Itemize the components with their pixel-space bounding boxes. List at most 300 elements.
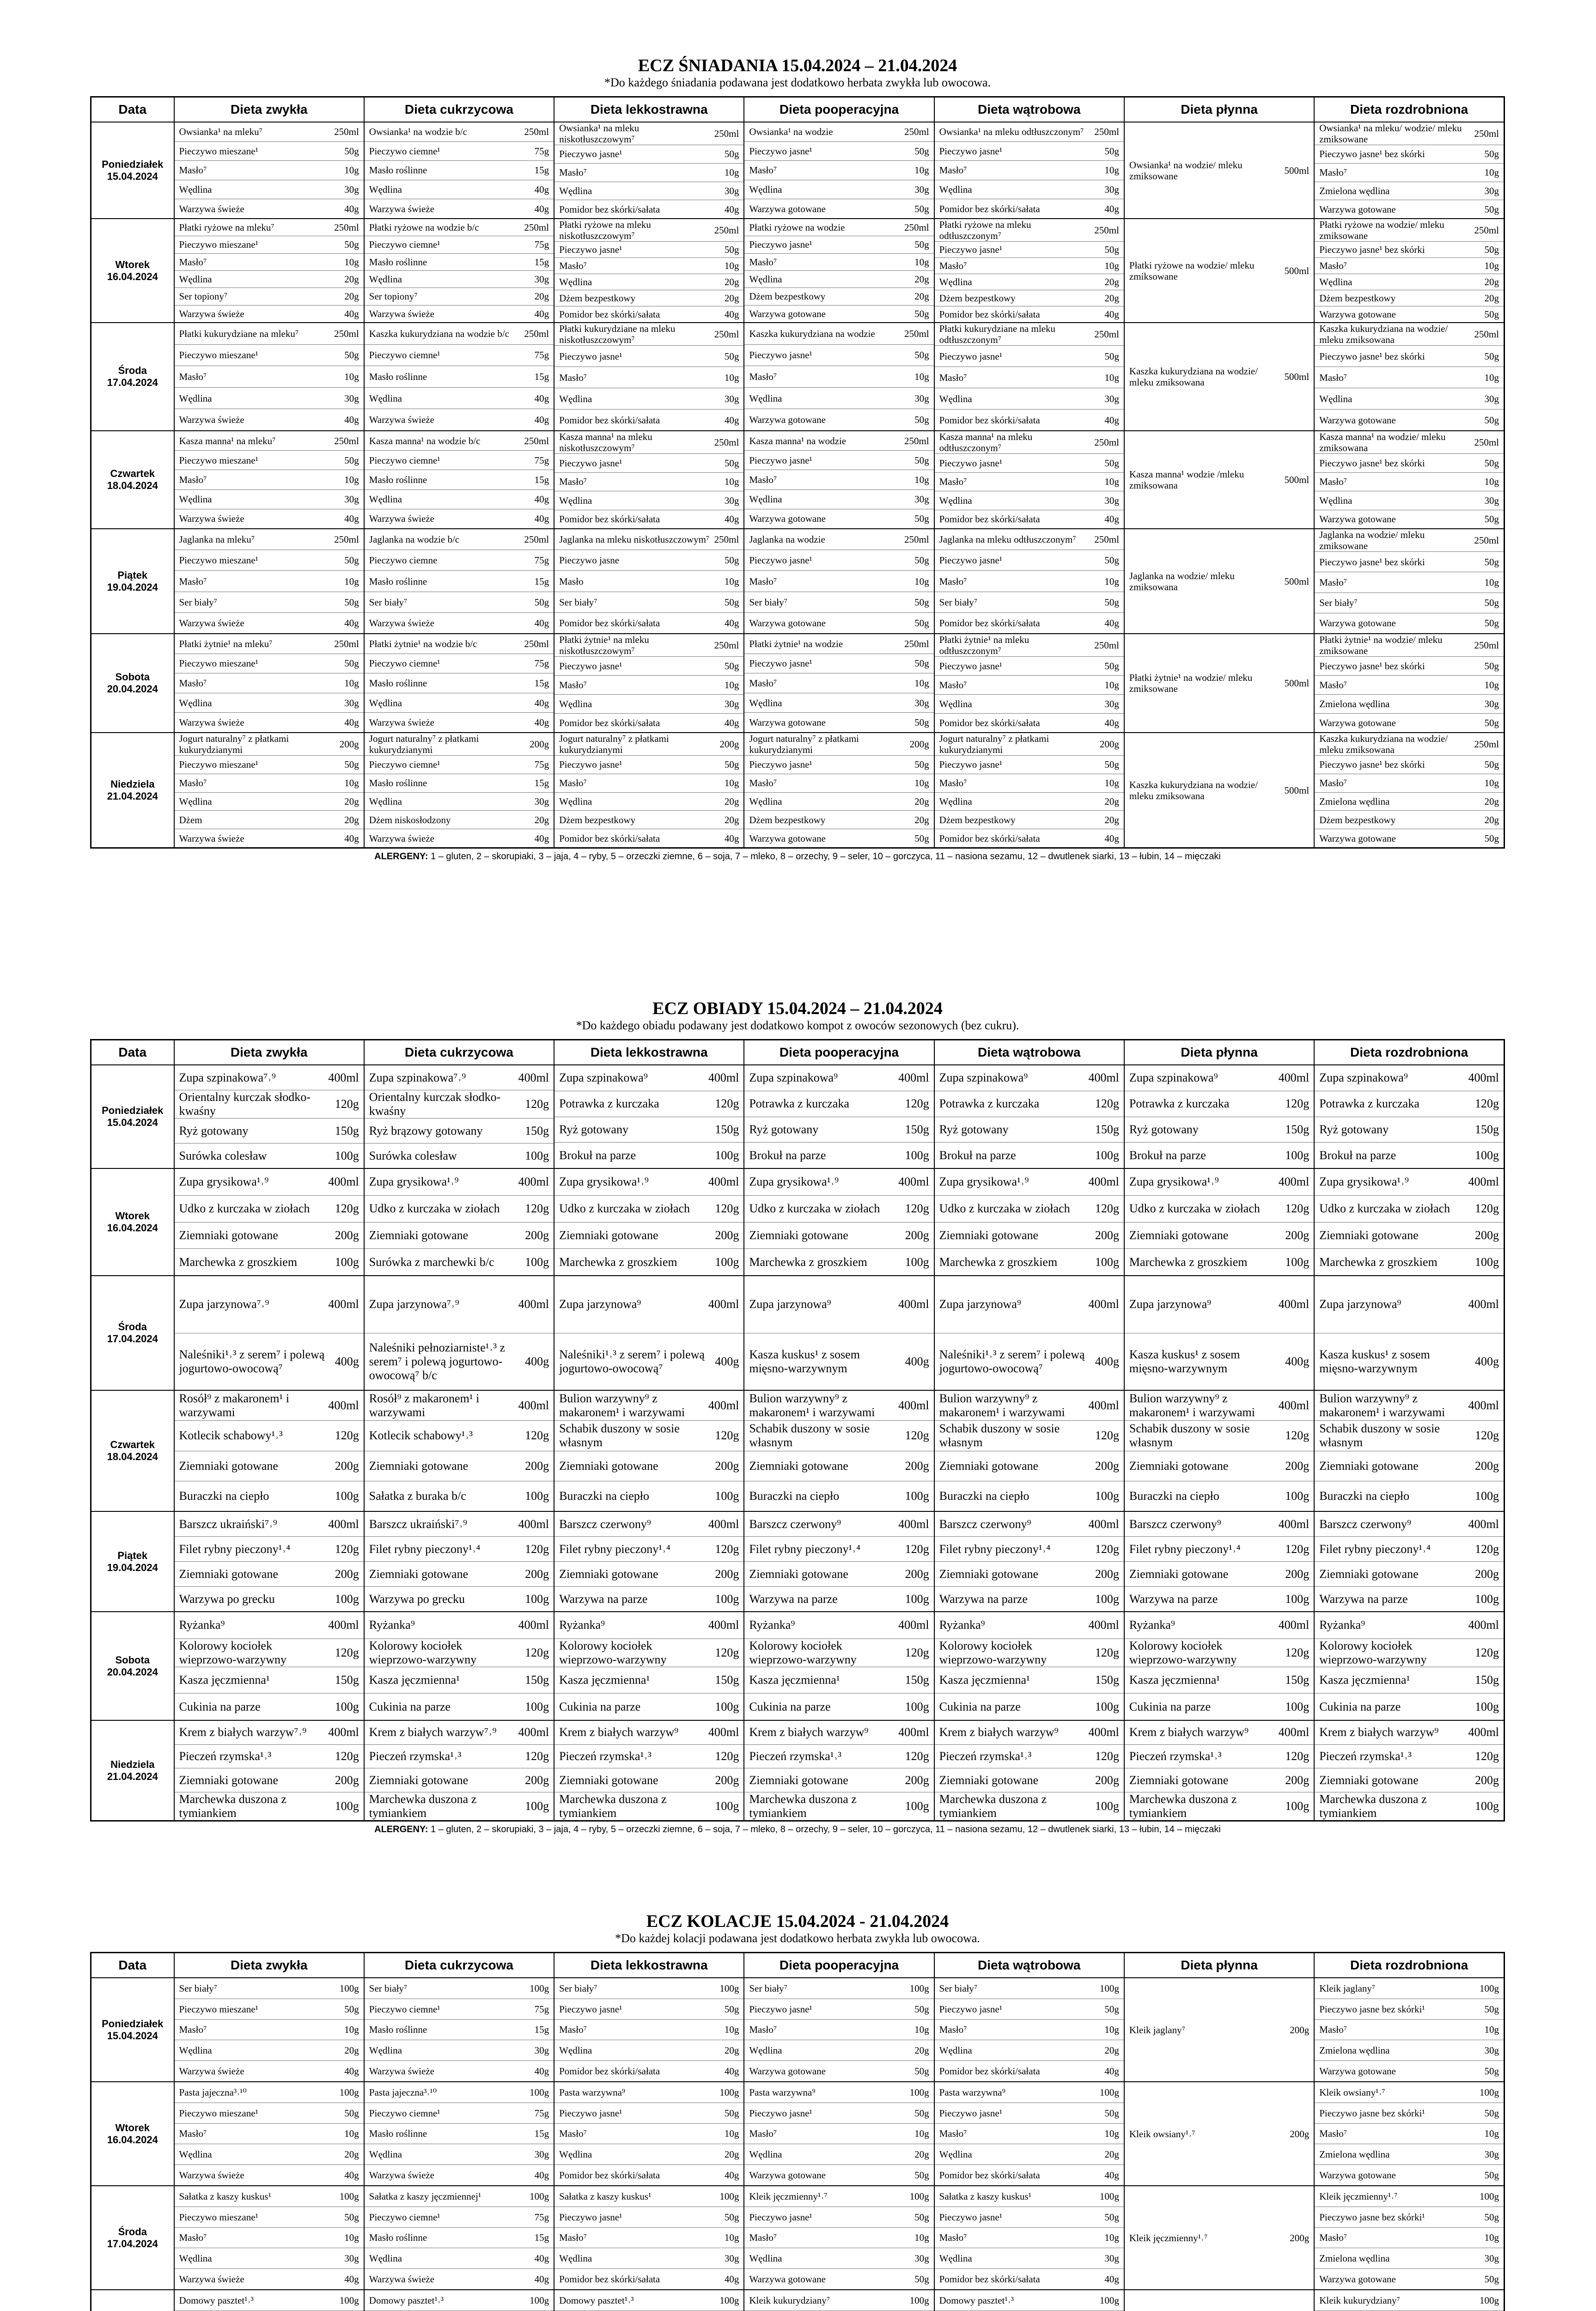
portion-size: 120g — [715, 1542, 739, 1556]
menu-item — [1125, 431, 1314, 528]
portion-size: 50g — [1484, 2003, 1499, 2015]
menu-item — [744, 1333, 933, 1390]
dish-name: Masło⁷ — [939, 679, 967, 691]
portion-size: 400ml — [708, 1175, 739, 1189]
portion-size: 400ml — [898, 1725, 929, 1739]
dish-name: Pieczywo jasne¹ — [559, 2211, 622, 2223]
portion-size: 400g — [905, 1354, 929, 1368]
portion-size: 40g — [344, 308, 359, 319]
menu-cell — [364, 219, 554, 323]
portion-size: 250ml — [1474, 739, 1499, 750]
menu-item — [175, 2290, 364, 2311]
day-date: 15.04.2024 — [107, 2030, 158, 2042]
portion-size: 100g — [335, 1799, 359, 1813]
portion-size: 10g — [724, 777, 739, 789]
portion-size: 40g — [534, 513, 549, 525]
menu-item — [744, 1694, 933, 1720]
dish-name: Masło⁷ — [1319, 372, 1347, 383]
menu-item — [935, 1276, 1124, 1333]
dish-name: Zupa jarzynowa⁹ — [939, 1297, 1021, 1311]
portion-size: 50g — [724, 596, 739, 608]
dish-name: Zupa jarzynowa⁹ — [749, 1297, 831, 1311]
dish-name: Masło⁷ — [1319, 679, 1347, 691]
dish-name: Warzywa gotowane — [1319, 2274, 1396, 2285]
portion-size: 200g — [530, 739, 549, 750]
dish-name: Warzywa gotowane — [1319, 717, 1396, 728]
menu-item — [744, 793, 933, 811]
portion-size: 50g — [344, 759, 359, 770]
menu-item — [554, 122, 743, 145]
menu-item — [935, 491, 1124, 510]
date-cell — [91, 2290, 174, 2311]
menu-item — [744, 409, 933, 430]
menu-item — [1125, 1587, 1314, 1611]
portion-size: 20g — [724, 795, 739, 807]
column-header: Dieta cukrzycowa — [364, 97, 554, 122]
dish-name: Warzywa gotowane — [1319, 2170, 1396, 2181]
portion-size: 100g — [909, 2086, 929, 2098]
menu-cell — [934, 1511, 1124, 1612]
menu-item — [554, 1391, 743, 1421]
portion-size: 400ml — [708, 1399, 739, 1412]
dish-name: Zupa szpinakowa⁹ — [1319, 1071, 1408, 1085]
dish-name: Surówka colesław — [369, 1149, 457, 1162]
portion-size: 50g — [344, 239, 359, 251]
portion-size: 200g — [1095, 1228, 1119, 1242]
dish-name: Udko z kurczaka w ziołach — [179, 1202, 310, 1216]
menu-item — [554, 2269, 743, 2289]
dish-name: Ziemniaki gotowane — [179, 1773, 278, 1787]
portion-size: 75g — [534, 2107, 549, 2119]
menu-item — [744, 366, 933, 388]
menu-item — [175, 180, 364, 200]
dish-name: Krem z białych warzyw⁹ — [1129, 1725, 1249, 1739]
menu-item — [365, 2248, 554, 2269]
portion-size: 15g — [534, 256, 549, 268]
menu-cell — [554, 1720, 744, 1821]
menu-cell — [1124, 431, 1314, 529]
menu-item — [935, 242, 1124, 258]
dish-name: Ryż gotowany — [179, 1124, 249, 1137]
menu-item — [365, 490, 554, 509]
dish-name: Pomidor bez skórki/sałata — [559, 203, 660, 215]
portion-size: 50g — [1484, 759, 1499, 770]
dish-name: Cukinia na parze — [1129, 1700, 1211, 1713]
dish-name: Płatki ryżowe na mleku⁷ — [179, 222, 274, 233]
portion-size: 400ml — [1088, 1725, 1119, 1739]
dish-name: Zmielona wędlina — [1319, 795, 1390, 807]
dish-name: Pieczywo jasne¹ — [749, 658, 812, 669]
portion-size: 250ml — [1094, 329, 1119, 340]
menu-item — [744, 1562, 933, 1587]
menu-item — [1125, 1143, 1314, 1168]
dish-name: Owsianka¹ na mleku odtłuszczonym⁷ — [939, 126, 1084, 138]
menu-cell — [174, 2290, 364, 2311]
dish-name: Zmielona wędlina — [1319, 2149, 1390, 2160]
table-row — [91, 431, 1505, 529]
portion-size: 500ml — [1284, 265, 1310, 276]
dish-name: Warzywa na parze — [749, 1592, 838, 1606]
menu-cell — [1314, 1276, 1504, 1390]
menu-cell — [744, 1168, 934, 1276]
menu-item — [1125, 2186, 1314, 2289]
menu-item — [744, 2186, 933, 2207]
menu-cell — [364, 634, 554, 733]
portion-size: 120g — [1285, 1542, 1310, 1556]
dish-name: Ziemniaki gotowane — [1129, 1773, 1229, 1787]
dish-name: Ser biały⁷ — [939, 1982, 978, 1994]
menu-item — [744, 1143, 933, 1168]
menu-item — [1315, 274, 1504, 290]
menu-item — [744, 1065, 933, 1091]
dish-name: Buraczki na ciepło — [1129, 1489, 1219, 1503]
day-date: 20.04.2024 — [107, 1666, 158, 1678]
portion-size: 50g — [914, 658, 929, 669]
portion-size: 50g — [344, 596, 359, 608]
dish-name: Potrawka z kurczaka — [559, 1097, 659, 1111]
portion-size: 200g — [335, 1567, 359, 1581]
dish-name: Płatki ryżowe na wodzie b/c — [369, 222, 479, 233]
portion-size: 200g — [525, 1228, 549, 1242]
menu-cell — [554, 431, 744, 529]
menu-item — [175, 366, 364, 388]
date-cell — [91, 219, 174, 323]
portion-size: 400ml — [708, 1071, 739, 1085]
menu-item — [935, 811, 1124, 829]
menu-item — [744, 345, 933, 367]
dish-name: Kasza jęczmienna¹ — [749, 1673, 840, 1687]
menu-cell — [554, 2290, 744, 2311]
menu-cell — [1314, 2082, 1504, 2186]
portion-size: 120g — [1285, 1097, 1310, 1111]
portion-size: 400ml — [328, 1175, 359, 1189]
menu-item — [1315, 1694, 1504, 1720]
menu-item — [554, 388, 743, 410]
dish-name: Masło⁷ — [1319, 2232, 1347, 2244]
dish-name: Ziemniaki gotowane — [1319, 1567, 1419, 1581]
menu-item — [935, 1667, 1124, 1694]
menu-item — [554, 1091, 743, 1117]
portion-size: 120g — [905, 1202, 929, 1216]
dish-name: Warzywa gotowane — [749, 513, 826, 525]
menu-cell — [364, 1978, 554, 2082]
menu-item — [935, 1421, 1124, 1451]
portion-size: 400ml — [1088, 1175, 1119, 1189]
day-date: 21.04.2024 — [107, 1770, 158, 1782]
menu-item — [1315, 200, 1504, 218]
portion-size: 400ml — [328, 1399, 359, 1412]
menu-item — [554, 1792, 743, 1820]
dish-name: Ziemniaki gotowane — [1129, 1459, 1229, 1473]
menu-item — [1125, 634, 1314, 732]
menu-item — [554, 1562, 743, 1587]
dish-name: Orientalny kurczak słodko-kwaśny — [369, 1090, 501, 1118]
portion-size: 250ml — [714, 640, 739, 651]
dish-name: Płatki ryżowe na mleku niskotłuszczowym⁷ — [559, 219, 651, 241]
portion-size: 100g — [525, 1700, 549, 1713]
column-header: Data — [91, 97, 174, 122]
menu-item — [1315, 676, 1504, 695]
dish-name: Wędlina — [369, 494, 402, 505]
portion-size: 30g — [724, 2253, 739, 2264]
menu-item — [175, 142, 364, 161]
portion-size: 10g — [344, 371, 359, 382]
menu-item — [1315, 1091, 1504, 1117]
menu-cell — [744, 1390, 934, 1511]
dish-name: Pieczywo jasne¹ — [939, 660, 1002, 672]
dish-name: Pieczywo jasne¹ — [559, 2003, 622, 2015]
portion-size: 120g — [525, 1749, 549, 1763]
dish-name: Ziemniaki gotowane — [749, 1459, 848, 1473]
table-row — [91, 219, 1505, 323]
portion-size: 20g — [914, 2045, 929, 2056]
portion-size: 50g — [724, 2003, 739, 2015]
portion-size: 10g — [1104, 679, 1119, 691]
menu-item — [554, 592, 743, 613]
menu-item — [554, 1768, 743, 1792]
portion-size: 10g — [1104, 777, 1119, 789]
menu-item — [744, 1978, 933, 1999]
menu-item — [935, 199, 1124, 218]
dish-name: Wędlina — [559, 2045, 592, 2056]
dish-name: Masło⁷ — [939, 476, 967, 488]
portion-size: 400ml — [328, 1297, 359, 1311]
dish-name: Filet rybny pieczony¹˒⁴ — [369, 1542, 481, 1556]
day-name: Poniedziałek — [102, 158, 164, 170]
menu-item — [175, 829, 364, 847]
menu-item — [744, 1196, 933, 1223]
menu-item — [1315, 290, 1504, 306]
menu-item — [935, 714, 1124, 732]
dish-name: Brokuł na parze — [1129, 1148, 1206, 1162]
menu-item — [1125, 1667, 1314, 1694]
menu-cell — [174, 1978, 364, 2082]
dish-name: Warzywa gotowane — [749, 2274, 826, 2285]
menu-item — [1315, 1421, 1504, 1451]
dish-name: Naleśniki¹˒³ z serem⁷ i polewą jogurtowo-owocową⁷ — [559, 1347, 705, 1375]
menu-item — [744, 1721, 933, 1745]
menu-item — [175, 1451, 364, 1481]
dish-name: Masło⁷ — [939, 777, 967, 789]
dish-name: Ryżanka⁹ — [179, 1618, 225, 1632]
dish-name: Pomidor bez skórki/sałata — [559, 2170, 660, 2181]
dish-name: Pieczywo jasne¹ — [749, 2211, 812, 2223]
dish-name: Krem z białych warzyw⁷˒⁹ — [369, 1725, 497, 1739]
portion-size: 50g — [914, 308, 929, 319]
menu-item — [554, 491, 743, 510]
dish-name: Kaszka kukurydziana na wodzie/ mleku zmiksowana — [1319, 733, 1448, 755]
dish-name: Jaglanka na mleku niskotłuszczowym⁷ — [559, 534, 710, 545]
portion-size: 40g — [724, 2170, 739, 2181]
menu-item — [554, 2290, 743, 2311]
portion-size: 20g — [914, 2149, 929, 2160]
menu-cell — [934, 122, 1124, 219]
portion-size: 400ml — [518, 1399, 549, 1412]
menu-cell — [174, 2186, 364, 2290]
menu-cell — [1314, 1720, 1504, 1821]
portion-size: 250ml — [524, 222, 549, 233]
dish-name: Pomidor bez skórki/sałata — [939, 617, 1040, 629]
column-header: Dieta wątrobowa — [934, 1953, 1124, 1978]
menu-item — [744, 1481, 933, 1511]
dish-name: Ziemniaki gotowane — [1319, 1459, 1419, 1473]
menu-item — [744, 2269, 933, 2289]
portion-size: 50g — [1484, 617, 1499, 629]
menu-cell — [364, 431, 554, 529]
dish-name: Warzywa świeże — [369, 203, 434, 214]
portion-size: 250ml — [904, 126, 929, 138]
portion-size: 75g — [534, 2211, 549, 2223]
menu-item — [365, 2040, 554, 2061]
portion-size: 40g — [1104, 2274, 1119, 2285]
dish-name: Bulion warzywny⁹ z makaronem¹ i warzywami — [1319, 1392, 1445, 1419]
portion-size: 30g — [344, 2253, 359, 2264]
dish-name: Pieczywo jasne¹ — [749, 555, 812, 566]
dish-name: Wędlina — [559, 2253, 592, 2264]
menu-item — [365, 409, 554, 430]
menu-cell — [174, 2082, 364, 2186]
menu-item — [1315, 164, 1504, 182]
portion-size: 250ml — [1474, 225, 1499, 236]
menu-item — [935, 258, 1124, 274]
dish-name: Dżem bezpestkowy — [559, 814, 636, 825]
portion-size: 10g — [344, 2232, 359, 2244]
menu-item — [175, 236, 364, 253]
menu-item — [744, 1249, 933, 1275]
menu-item — [744, 774, 933, 793]
dish-name: Masło⁷ — [749, 777, 777, 789]
menu-item — [365, 1667, 554, 1694]
portion-size: 200g — [1290, 2232, 1310, 2244]
portion-size: 75g — [534, 759, 549, 770]
dish-name: Ser biały⁷ — [749, 1982, 787, 1994]
portion-size: 30g — [1104, 698, 1119, 709]
portion-size: 10g — [724, 2024, 739, 2036]
portion-size: 400ml — [1278, 1399, 1310, 1412]
dish-name: Masło⁷ — [1319, 476, 1347, 488]
dish-name: Ziemniaki gotowane — [939, 1228, 1039, 1242]
menu-item — [1315, 2228, 1504, 2249]
menu-item — [365, 2186, 554, 2207]
portion-size: 20g — [344, 291, 359, 302]
menu-cell — [1124, 323, 1314, 431]
menu-item — [365, 180, 554, 200]
menu-item — [365, 288, 554, 305]
menu-cell — [1124, 1511, 1314, 1612]
dish-name: Pieczeń rzymska¹˒³ — [1319, 1749, 1412, 1763]
dish-name: Dżem bezpestkowy — [939, 814, 1016, 825]
menu-item — [554, 306, 743, 322]
menu-item — [744, 323, 933, 345]
column-header: Dieta zwykła — [174, 1040, 364, 1065]
dish-name: Ser biały⁷ — [179, 1982, 218, 1994]
menu-item — [175, 409, 364, 430]
menu-item — [554, 613, 743, 633]
dish-name: Pieczywo ciemne¹ — [369, 658, 440, 669]
dish-name: Pieczywo jasne¹ bez skórki — [1319, 350, 1425, 362]
dish-name: Ryż gotowany — [749, 1122, 819, 1136]
portion-size: 10g — [724, 679, 739, 691]
menu-item — [1315, 593, 1504, 613]
menu-item — [175, 1249, 364, 1275]
portion-size: 250ml — [334, 126, 359, 138]
menu-cell — [554, 529, 744, 634]
dish-name: Brokuł na parze — [749, 1148, 826, 1162]
portion-size: 100g — [339, 2190, 359, 2202]
menu-item — [554, 774, 743, 793]
dish-name: Ziemniaki gotowane — [179, 1228, 278, 1242]
menu-item — [175, 673, 364, 693]
dish-name: Zupa szpinakowa⁹ — [559, 1071, 648, 1085]
menu-item — [554, 290, 743, 306]
menu-item — [365, 388, 554, 410]
menu-item — [365, 1391, 554, 1421]
day-name: Niedziela — [110, 1758, 155, 1770]
column-header: Dieta płynna — [1124, 1953, 1314, 1978]
portion-size: 250ml — [524, 435, 549, 446]
menu-item — [175, 2103, 364, 2124]
portion-size: 400g — [1285, 1354, 1310, 1368]
day-date: 15.04.2024 — [107, 1117, 158, 1128]
dish-name: Masło roślinne — [369, 256, 427, 268]
portion-size: 100g — [1095, 1489, 1119, 1503]
allergens-note: ALERGENY: 1 – gluten, 2 – skorupiaki, 3 – jaja, 4 – ryby, 5 – orzeczki ziemne, 6 – soja, 7 – mleko, 8 – orzechy, 9 – seler, 10 – gorczyca, 11 – nasiona sezamu, 12 – dwutlenek siarki, 13 – łubin, 14 – mięczaki — [374, 851, 1221, 862]
dish-name: Pomidor bez skórki/sałata — [559, 617, 660, 629]
dish-name: Wędlina — [749, 2253, 782, 2264]
menu-item — [1315, 510, 1504, 529]
portion-size: 400ml — [1468, 1517, 1499, 1531]
dish-name: Ryżanka⁹ — [749, 1618, 795, 1632]
portion-size: 120g — [905, 1542, 929, 1556]
portion-size: 10g — [914, 575, 929, 587]
menu-cell — [174, 529, 364, 634]
dish-name: Zupa grysikowa¹˒⁹ — [1129, 1175, 1219, 1189]
dish-name: Ser topiony⁷ — [179, 291, 228, 302]
menu-item — [554, 2228, 743, 2249]
dish-name: Owsianka¹ na wodzie/ mleku zmiksowane — [1129, 159, 1243, 182]
menu-item — [1315, 552, 1504, 572]
dish-name: Masło⁷ — [939, 260, 967, 271]
menu-item — [365, 1587, 554, 1611]
menu-cell — [934, 1390, 1124, 1511]
menu-item — [935, 1768, 1124, 1792]
dish-name: Wędlina — [369, 2253, 402, 2264]
menu-item — [554, 2165, 743, 2185]
portion-size: 20g — [1484, 795, 1499, 807]
portion-size: 100g — [525, 1255, 549, 1269]
dish-name: Cukinia na parze — [559, 1700, 641, 1713]
portion-size: 50g — [1484, 2066, 1499, 2077]
menu-cell — [744, 1276, 934, 1390]
menu-cell — [934, 219, 1124, 323]
portion-size: 10g — [1104, 476, 1119, 488]
dish-name: Wędlina — [179, 2045, 212, 2056]
menu-item — [365, 1249, 554, 1275]
menu-item — [554, 695, 743, 714]
menu-item — [935, 2124, 1124, 2145]
menu-item — [554, 1587, 743, 1611]
menu-item — [175, 2040, 364, 2061]
menu-item — [175, 2186, 364, 2207]
menu-item — [935, 733, 1124, 756]
portion-size: 50g — [1484, 556, 1499, 568]
menu-item — [744, 571, 933, 592]
dish-name: Pieczywo jasne bez skórki¹ — [1319, 2211, 1425, 2223]
dish-name: Jaglanka na wodzie/ mleku zmiksowana — [1129, 570, 1235, 593]
menu-item — [554, 1512, 743, 1537]
portion-size: 100g — [905, 1700, 929, 1713]
menu-cell — [744, 122, 934, 219]
